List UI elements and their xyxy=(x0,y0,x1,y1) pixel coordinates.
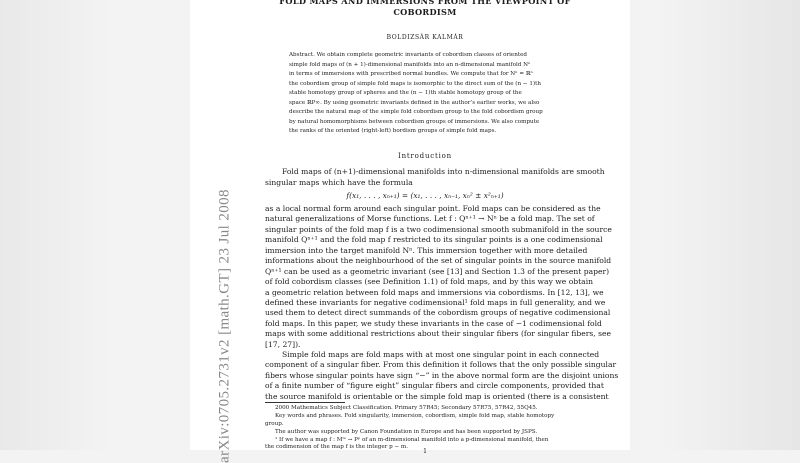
body-line: the source manifold is orientable or the simple fold map is oriented (there is a consistent xyxy=(265,392,609,401)
body-line: defined these invariants for negative codimensional¹ fold maps in full generality, and we xyxy=(265,298,606,307)
body-line: Simple fold maps are fold maps with at most one singular point in each connected xyxy=(282,350,600,359)
abstract-line: stable homotopy group of spheres and the (n − 1)th stable homotopy group of the xyxy=(289,90,522,96)
abstract-line: by natural homomorphisms between cobordism groups of immersions. We also compute xyxy=(289,119,540,125)
abstract-line: in terms of immersions with prescribed normal bundles. We compute that for Nⁿ = ℝⁿ xyxy=(289,71,533,77)
body-line: maps with some additional restrictions about their singular fibers (for singular fibers, see xyxy=(265,329,611,338)
body-line: manifold Qⁿ⁺¹ and the fold map f restricted to its singular points is a one codimensional xyxy=(265,235,603,244)
footnote-rule xyxy=(265,402,345,403)
body-line: fibers whose singular points have sign “−” in the above normal form are the disjoint unions xyxy=(265,371,619,380)
title-line: COBORDISM xyxy=(393,7,457,17)
body-line: of fold cobordism classes (see Definition 1.1) of fold maps, and by this way we obtain xyxy=(265,277,594,286)
arxiv-stamp-text: arXiv:0705.2731v2 [math.GT] 23 Jul 2008 xyxy=(216,189,233,463)
fold-map-formula: f(x₁, . . . , xₙ₊₁) = (x₁, . . . , xₙ₋₁, xₙ² ± x²ₙ₊₁) xyxy=(346,191,504,200)
body-line: fold maps. In this paper, we study these invariants in the case of −1 codimensional fold xyxy=(265,319,602,328)
title-line: FOLD MAPS AND IMMERSIONS FROM THE VIEWPOINT OF xyxy=(279,0,571,6)
body-line: of a finite number of “figure eight” singular fibers and circle components, provided that xyxy=(265,381,604,390)
footnote-line: ¹ If we have a map f : Mᵐ → Pᵖ of an m-dimensional manifold into a p-dimensional manifold, then xyxy=(275,437,549,443)
footnote-line: the codimension of the map f is the integer p − m. xyxy=(265,444,409,450)
body-line: Fold maps of (n+1)-dimensional manifolds into n-dimensional manifolds are smooth xyxy=(282,167,605,176)
body-line: informations about the neighbourhood of the set of singular points in the source manifold xyxy=(265,256,612,265)
abstract-line: space ℝP∞. By using geometric invariants defined in the author’s earlier works, we also xyxy=(289,100,540,106)
footnote-line: 2000 Mathematics Subject Classification. Primary 57R45; Secondary 57R75, 57R42, 55Q45. xyxy=(275,405,538,411)
body-line: Qⁿ⁺¹ can be used as a geometric invariant (see [13] and Section 1.3 of the present paper) xyxy=(265,267,610,276)
abstract-line: simple fold maps of (n + 1)-dimensional manifolds into an n-dimensional manifold Nⁿ xyxy=(289,62,531,68)
abstract-line: Abstract. We obtain complete geometric invariants of cobordism classes of oriented xyxy=(289,52,527,58)
footnote-line: The author was supported by Canon Foundation in Europe and has been supported by JSPS. xyxy=(275,429,538,435)
body-line: used them to detect direct summands of the cobordism groups of negative codimensional xyxy=(265,308,611,317)
section-heading: Introduction xyxy=(398,152,452,160)
body-line: singular maps which have the formula xyxy=(265,178,413,187)
body-line: singular points of the fold map f is a two codimensional smooth submanifold in the source xyxy=(265,225,612,234)
right-shadow xyxy=(660,0,800,450)
page-number: 1 xyxy=(423,448,427,455)
footnote-line: group. xyxy=(265,421,284,427)
abstract-line: describe the natural map of the simple fold cobordism group to the fold cobordism group xyxy=(289,109,543,115)
footnote-line: Key words and phrases. Fold singularity, immersion, cobordism, simple fold map, stable homotopy xyxy=(275,413,555,419)
body-line: immersion into the target manifold Nⁿ. This immersion together with more detailed xyxy=(265,246,588,255)
abstract-line: the ranks of the oriented (right-left) bordism groups of simple fold maps. xyxy=(289,128,497,134)
body-line: a geometric relation between fold maps and immersions via cobordisms. In [12, 13], we xyxy=(265,288,604,297)
abstract-line: the cobordism group of simple fold maps is isomorphic to the direct sum of the (n − 1)th xyxy=(289,81,541,87)
author-name: BOLDIZSÁR KALMÁR xyxy=(386,34,464,41)
left-shadow xyxy=(0,0,110,450)
body-line: natural generalizations of Morse functions. Let f : Qⁿ⁺¹ → Nⁿ be a fold map. The set of xyxy=(265,214,595,223)
body-line: [17, 27]). xyxy=(265,340,301,349)
body-line: component of a singular fiber. From this definition it follows that the only possible singular xyxy=(265,360,617,369)
body-line: as a local normal form around each singular point. Fold maps can be considered as the xyxy=(265,204,601,213)
